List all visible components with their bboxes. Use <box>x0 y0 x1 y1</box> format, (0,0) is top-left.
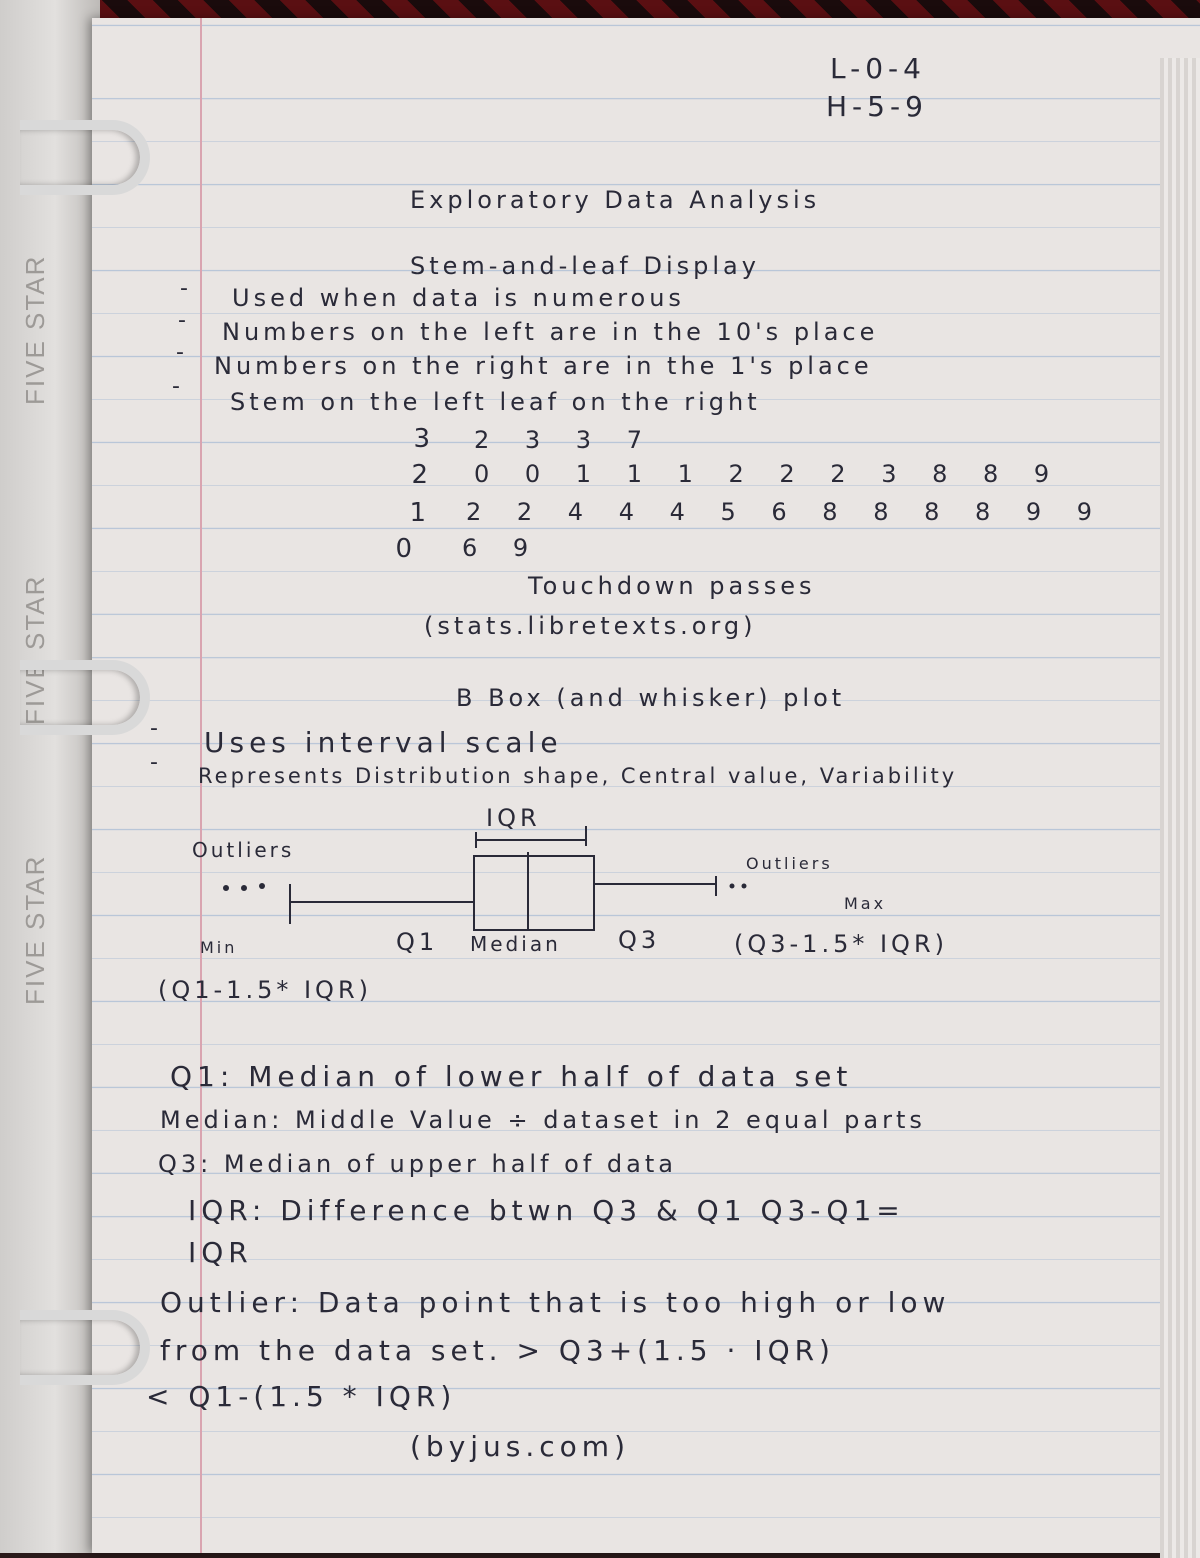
bullet-text: Numbers on the right are in the 1's place <box>214 352 873 380</box>
bullet-text: Represents Distribution shape, Central value, Variability <box>198 764 958 788</box>
definition-line: < Q1-(1.5 * IQR) <box>146 1380 457 1413</box>
min-formula: (Q1-1.5* IQR) <box>158 976 372 1004</box>
bullet-dash: - <box>150 716 158 741</box>
bullet-text: Numbers on the left are in the 10's place <box>222 318 879 346</box>
binder-brand-label: FIVE STAR <box>20 574 50 726</box>
bullet-dash: - <box>172 374 180 399</box>
definition-line: from the data set. > Q3+(1.5 · IQR) <box>160 1334 835 1367</box>
bullet-text: Uses interval scale <box>204 726 563 759</box>
definition-line: Q3: Median of upper half of data <box>158 1150 677 1178</box>
definition-line: IQR <box>188 1236 253 1269</box>
stem-value: 0 <box>395 534 412 564</box>
bullet-dash: - <box>180 276 188 301</box>
max-label: Max <box>844 894 887 913</box>
binder-brand-label: FIVE STAR <box>20 254 50 406</box>
bullet-dash: - <box>176 340 184 365</box>
median-label: Median <box>470 932 561 956</box>
definition-line: IQR: Difference btwn Q3 & Q1 Q3-Q1= <box>188 1194 905 1227</box>
outlier-point <box>730 884 735 889</box>
outlier-point <box>259 883 265 889</box>
header-code-line1: L-0-4 <box>830 52 926 85</box>
stem-leaf-caption: Touchdown passes <box>528 572 816 600</box>
leaf-values: 6 9 <box>462 534 543 562</box>
stem-value: 3 <box>413 424 430 454</box>
stem-leaf-source: (stats.libretexts.org) <box>424 612 757 640</box>
q3-label: Q3 <box>618 926 661 954</box>
outliers-left-label: Outliers <box>192 838 295 862</box>
stem-value: 2 <box>411 460 428 490</box>
page-title: Exploratory Data Analysis <box>410 186 821 214</box>
iqr-label: IQR <box>486 804 541 832</box>
stem-value: 1 <box>409 498 426 528</box>
definitions-source: (byjus.com) <box>410 1430 631 1463</box>
outlier-point <box>223 885 229 891</box>
section-heading-stem-leaf: Stem-and-leaf Display <box>410 252 760 280</box>
definition-line: Median: Middle Value ÷ dataset in 2 equal parts <box>160 1106 926 1134</box>
bullet-text: Used when data is numerous <box>232 284 685 312</box>
bullet-dash: - <box>150 750 158 775</box>
leaf-values: 2 2 4 4 4 5 6 8 8 8 8 9 9 <box>466 498 1107 526</box>
outlier-point <box>241 885 247 891</box>
definition-line: Q1: Median of lower half of data set <box>170 1060 853 1093</box>
max-formula: (Q3-1.5* IQR) <box>734 930 948 958</box>
min-label: Min <box>200 938 238 957</box>
definition-line: Outlier: Data point that is too high or low <box>160 1286 951 1319</box>
bullet-dash: - <box>178 308 186 333</box>
leaf-values: 0 0 1 1 1 2 2 2 3 8 8 9 <box>474 460 1064 488</box>
section-heading-box-plot: B Box (and whisker) plot <box>456 684 846 712</box>
outliers-right-label: Outliers <box>746 854 833 873</box>
leaf-values: 2 3 3 7 <box>474 426 656 454</box>
q1-label: Q1 <box>396 928 439 956</box>
bullet-text: Stem on the left leaf on the right <box>230 388 761 416</box>
outlier-point <box>742 884 747 889</box>
header-code-line2: H-5-9 <box>826 90 928 123</box>
binder-brand-label: FIVE STAR <box>20 854 50 1006</box>
